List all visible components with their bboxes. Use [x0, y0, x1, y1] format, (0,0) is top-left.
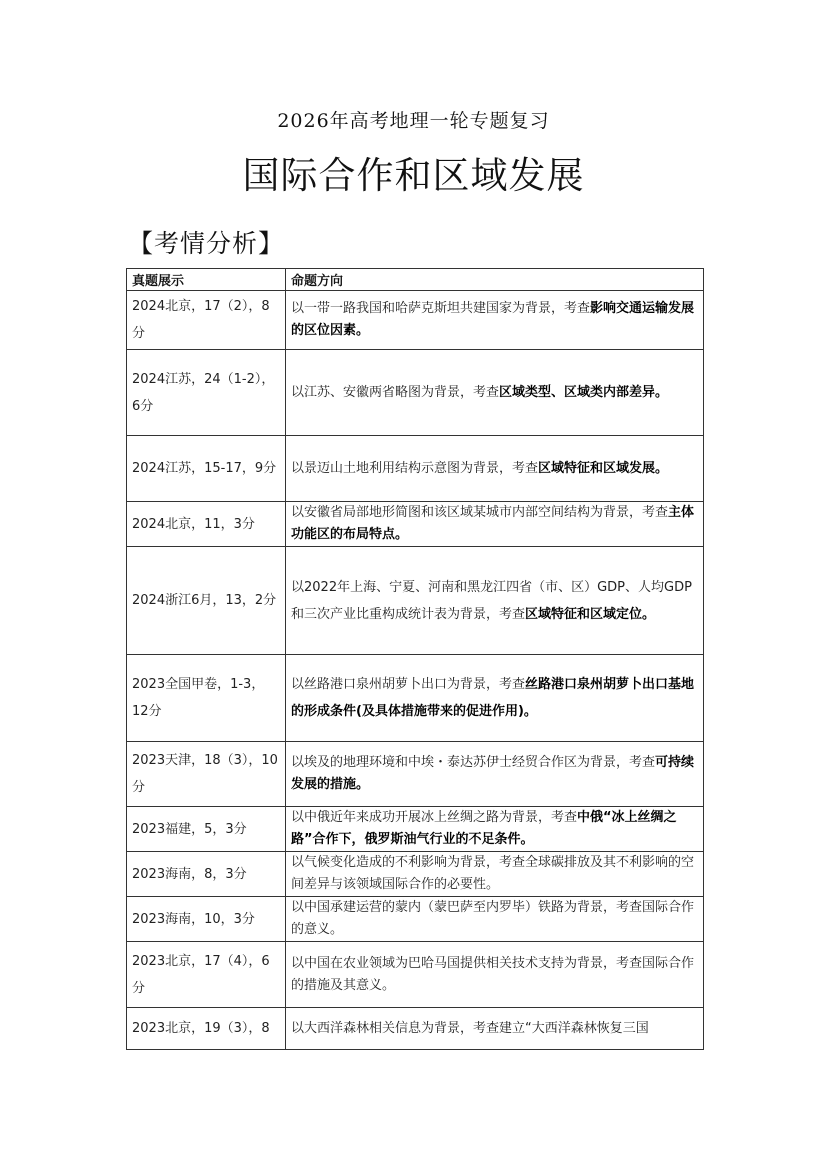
direction-text: 以安徽省局部地形简图和该区域某城市内部空间结构为背景，考查 [291, 505, 669, 520]
table-row [127, 742, 704, 807]
direction-emphasis: 中俄“冰上丝绸之路”合作下，俄罗斯油气行业的不足条件。 [291, 810, 677, 847]
direction-cell [286, 436, 704, 502]
source-cell: 2023海南，8，3分 [127, 852, 286, 897]
source-cell: 2023北京，19（3），8 [127, 1008, 286, 1050]
table-row [127, 291, 704, 350]
table-row [127, 502, 704, 547]
direction-cell [286, 291, 704, 350]
direction-emphasis: 影响交通运输发展的区位因素。 [291, 301, 695, 338]
table-header-row [127, 269, 704, 291]
source-cell: 2023海南，10，3分 [127, 897, 286, 942]
table-row [127, 547, 704, 655]
direction-cell [286, 742, 704, 807]
direction-text: 以气候变化造成的不利影响为背景，考查全球碳排放及其不利影响的空间差异与该领域国际合作的必要性。 [291, 855, 695, 892]
table-row [127, 942, 704, 1008]
direction-cell [286, 350, 704, 436]
table-row [127, 1008, 704, 1050]
source-cell: 2023福建，5，3分 [127, 807, 286, 852]
direction-emphasis: 丝路港口泉州胡萝卜出口基地的形成条件(及具体措施带来的促进作用)。 [291, 677, 695, 719]
direction-text: 以大西洋森林相关信息为背景，考查建立“大西洋森林恢复三国 [291, 1020, 649, 1036]
table-row [127, 807, 704, 852]
direction-emphasis: 主体功能区的布局特点。 [291, 505, 695, 542]
source-cell: 2023全国甲卷，1-3，12分 [127, 655, 286, 742]
direction-text: 以中俄近年来成功开展冰上丝绸之路为背景，考查 [291, 810, 578, 825]
direction-text: 以2022年上海、宁夏、河南和黑龙江四省（市、区）GDP、人均GDP和三次产业比重构成统计表为背景，考查 [291, 579, 692, 622]
direction-emphasis: 区域类型、区域类内部差异。 [499, 384, 669, 400]
document-title: 国际合作和区域发展 [242, 154, 585, 197]
direction-emphasis: 区域特征和区域发展。 [538, 460, 669, 476]
direction-text: 以中国承建运营的蒙内（蒙巴萨至内罗毕）铁路为背景，考查国际合作的意义。 [291, 900, 695, 937]
direction-emphasis: 区域特征和区域定位。 [525, 606, 656, 622]
direction-cell [286, 897, 704, 942]
direction-cell [286, 942, 704, 1008]
column-header-direction: 命题方向 [286, 269, 704, 291]
direction-cell [286, 807, 704, 852]
direction-text: 以丝路港口泉州胡萝卜出口为背景，考查 [291, 677, 526, 692]
direction-text: 以中国在农业领域为巴哈马国提供相关技术支持为背景，考查国际合作的措施及其意义。 [291, 955, 695, 993]
source-cell: 2024北京，17（2），8分 [127, 291, 286, 350]
table-row [127, 350, 704, 436]
direction-cell [286, 655, 704, 742]
column-header-source: 真题展示 [127, 269, 286, 291]
source-cell: 2023天津，18（3），10分 [127, 742, 286, 807]
source-cell: 2024江苏，15-17，9分 [127, 436, 286, 502]
document-subtitle: 2026年高考地理一轮专题复习 [277, 110, 550, 132]
table-row [127, 897, 704, 942]
exam-analysis-table [126, 268, 704, 1050]
direction-cell [286, 547, 704, 655]
source-cell: 2023北京，17（4），6分 [127, 942, 286, 1008]
direction-text: 以江苏、安徽两省略图为背景，考查 [291, 384, 500, 400]
direction-cell [286, 1008, 704, 1050]
direction-emphasis: 可持续发展的措施。 [291, 755, 695, 792]
source-cell: 2024北京，11，3分 [127, 502, 286, 547]
table-row [127, 655, 704, 742]
direction-text: 以一带一路我国和哈萨克斯坦共建国家为背景，考查 [291, 301, 591, 316]
source-cell: 2024浙江6月，13，2分 [127, 547, 286, 655]
direction-text: 以埃及的地理环境和中埃・泰达苏伊士经贸合作区为背景，考查 [291, 755, 656, 770]
direction-text: 以景迈山土地利用结构示意图为背景，考查 [291, 460, 539, 476]
section-heading: 【考情分析】 [128, 229, 285, 258]
source-cell: 2024江苏，24（1-2），6分 [127, 350, 286, 436]
table-row [127, 436, 704, 502]
direction-cell [286, 852, 704, 897]
direction-cell [286, 502, 704, 547]
table-row [127, 852, 704, 897]
